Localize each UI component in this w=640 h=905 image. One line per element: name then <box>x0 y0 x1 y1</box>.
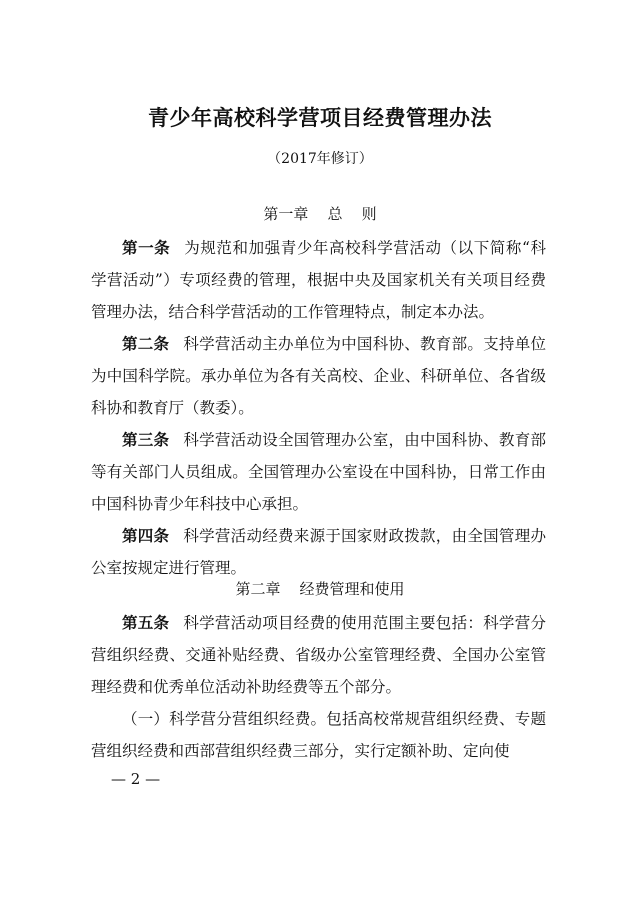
chapter-2-body <box>91 607 546 767</box>
document-title: 青少年高校科学营项目经费管理办法 <box>148 105 492 130</box>
article-label: 第四条 <box>122 527 170 545</box>
article-text: 科学营活动经费来源于国家财政拨款，由全国管理办公室按规定进行管理。 <box>91 527 546 577</box>
article-text: 科学营活动主办单位为中国科协、教育部。支持单位为中国科学院。承办单位为各有关高校、企业、科研单位、各省级科协和教育厅（教委）。 <box>91 335 546 417</box>
page-number: — 2 — <box>111 770 161 788</box>
article-label: 第三条 <box>122 431 170 449</box>
chapter-2-heading: 第二章 经费管理和使用 <box>235 580 405 598</box>
article-2 <box>91 328 546 424</box>
article-text: 为规范和加强青少年高校科学营活动（以下简称“科学营活动”）专项经费的管理，根据中央及国家机关有关项目经费管理办法，结合科学营活动的工作管理特点，制定本办法。 <box>91 239 546 321</box>
article-1 <box>91 232 546 328</box>
article-text: 科学营活动设全国管理办公室，由中国科协、教育部等有关部门人员组成。全国管理办公室设在中国科协，日常工作由中国科协青少年科技中心承担。 <box>91 431 546 513</box>
article-label: 第一条 <box>122 239 171 257</box>
article-label: 第二条 <box>122 335 170 353</box>
document-subtitle: （2017年修订） <box>267 151 373 167</box>
article-text: 科学营活动项目经费的使用范围主要包括：科学营分营组织经费、交通补贴经费、省级办公室管理经费、全国办公室管理经费和优秀单位活动补助经费等五个部分。 <box>91 614 546 696</box>
article-5 <box>91 607 546 703</box>
paragraph-item-1: （一）科学营分营组织经费。包括高校常规营组织经费、专题营组织经费和西部营组织经费三部分，实行定额补助、定向使 <box>91 710 546 760</box>
chapter-1-heading: 第一章 总 则 <box>263 205 377 223</box>
article-label: 第五条 <box>122 614 170 632</box>
chapter-1-body <box>91 232 546 584</box>
article-3 <box>91 424 546 520</box>
